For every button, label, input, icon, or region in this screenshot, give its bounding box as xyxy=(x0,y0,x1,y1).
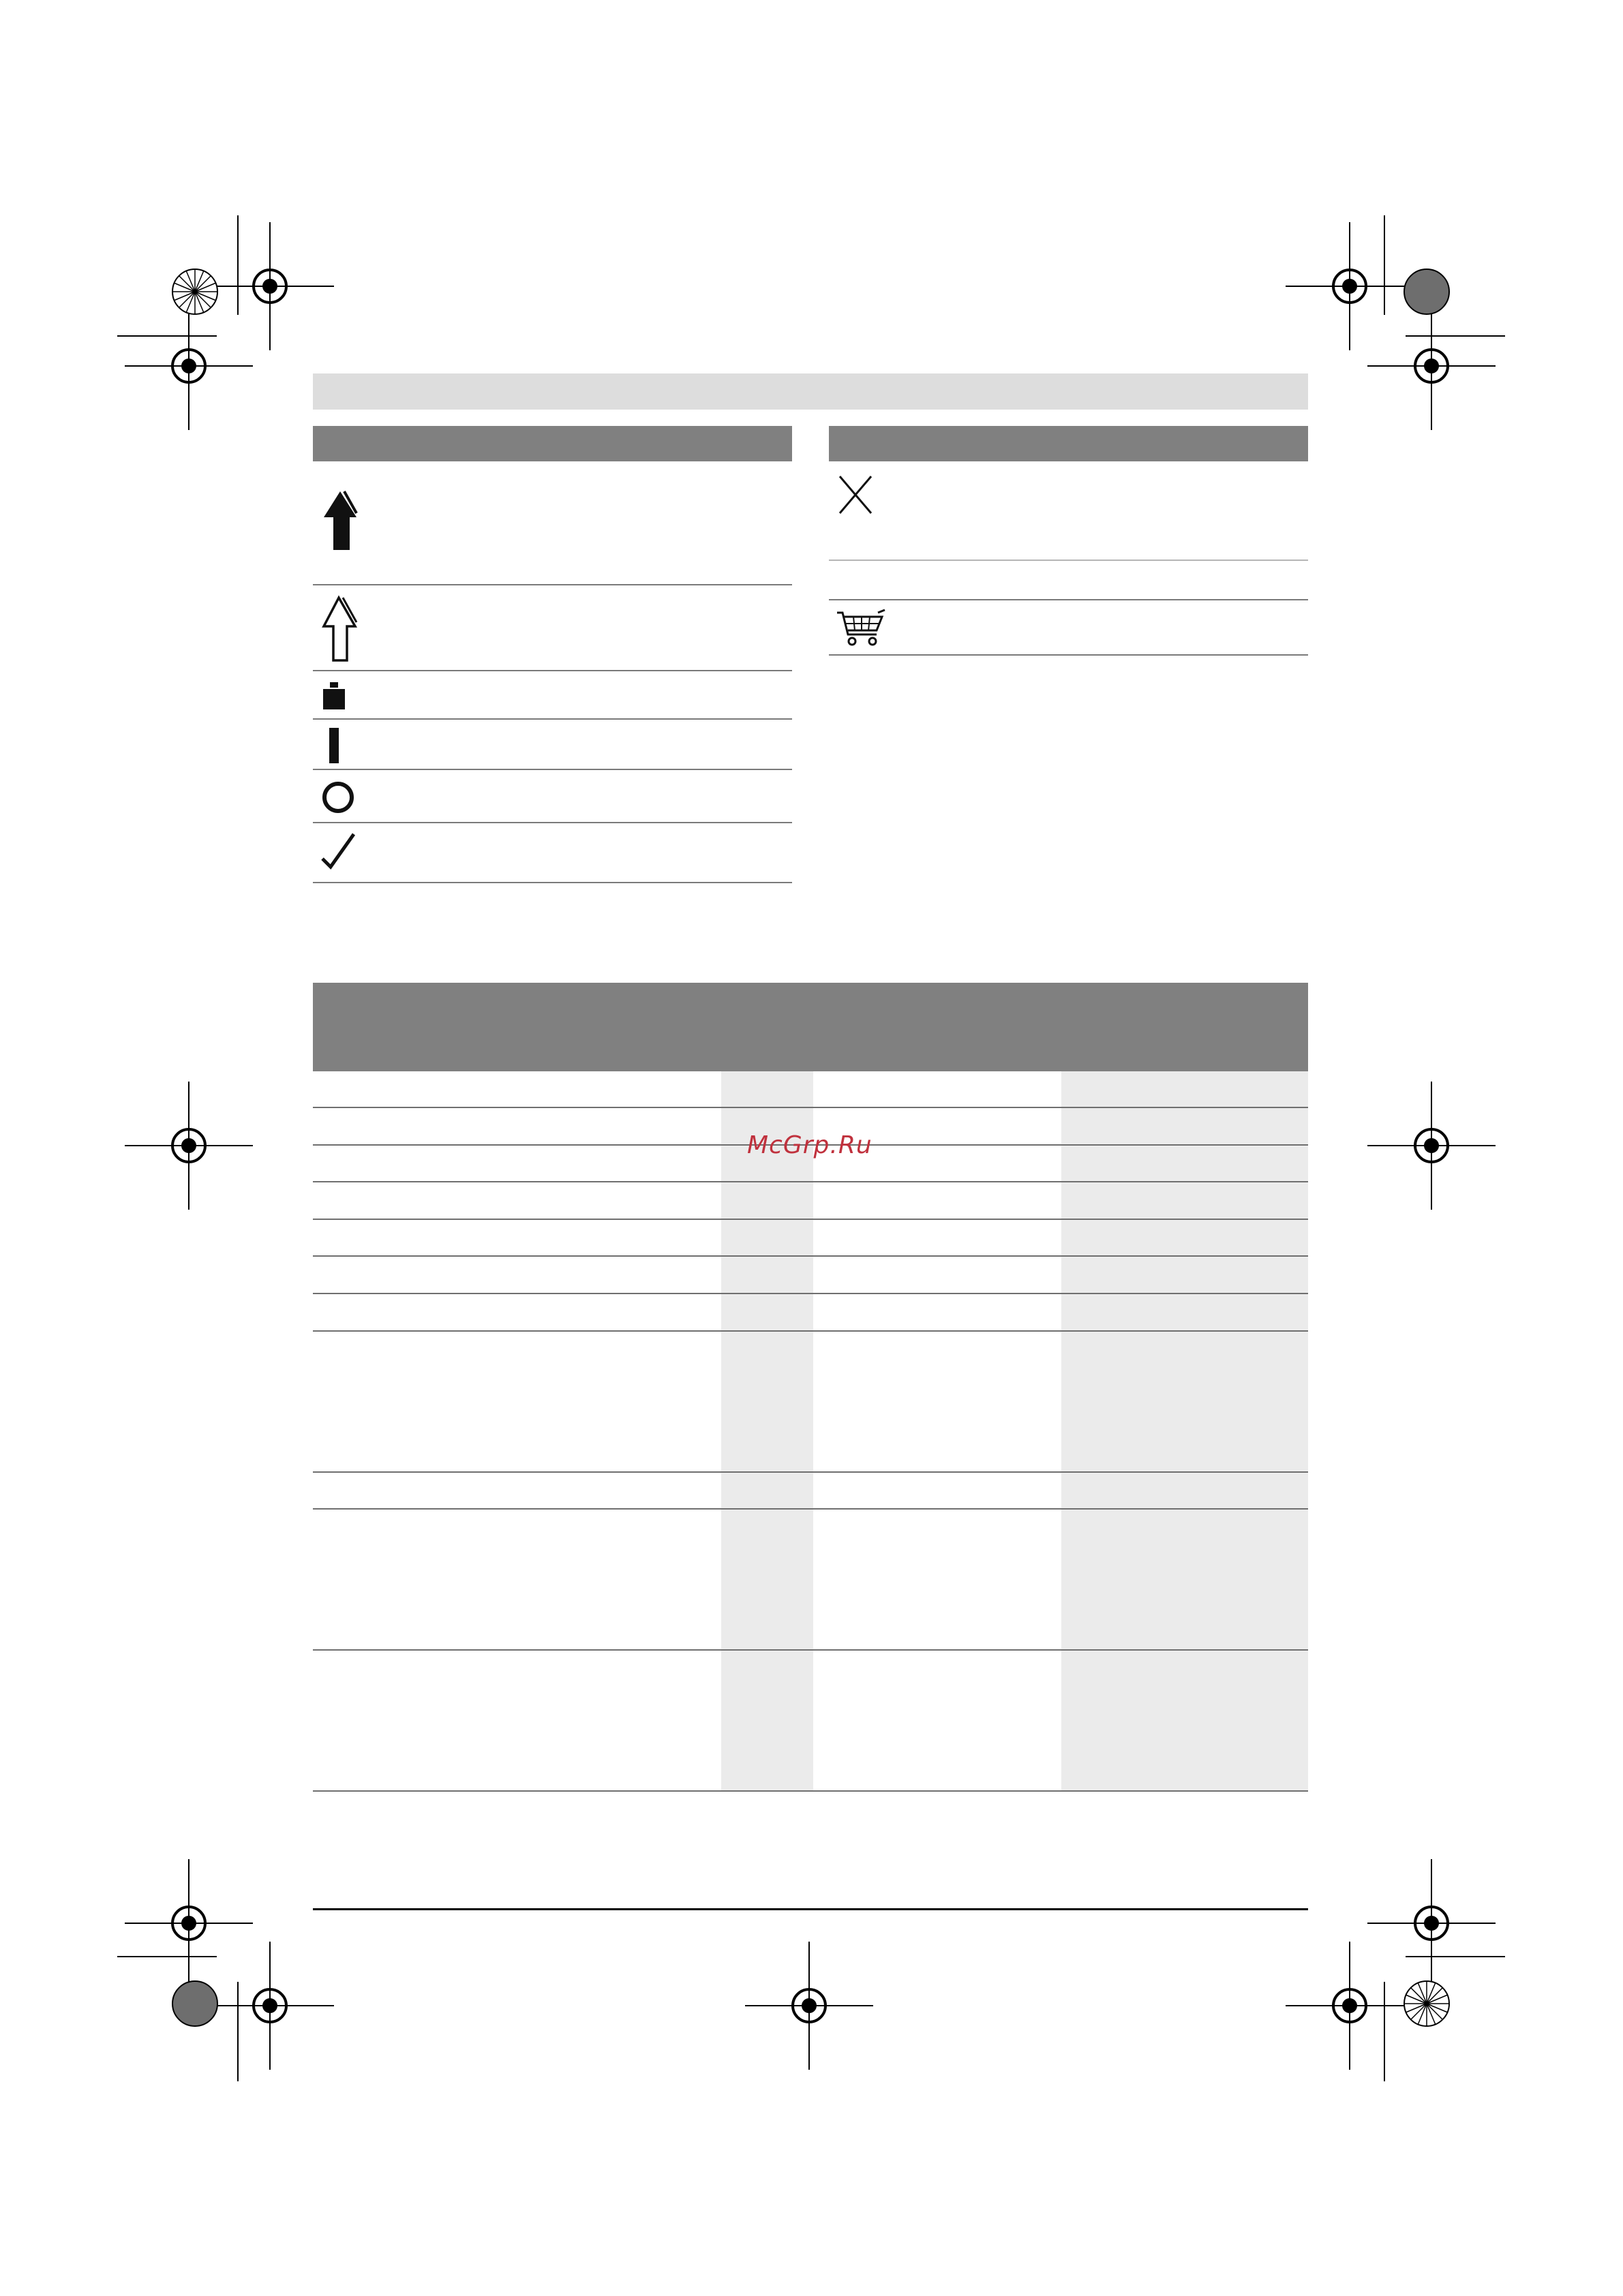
registration-mark-icon xyxy=(1367,1082,1496,1210)
symbol-row xyxy=(829,461,1308,561)
table-row xyxy=(313,1294,1308,1332)
filled-arrow-up-icon xyxy=(320,490,361,551)
registration-mark-icon xyxy=(1286,1942,1414,2070)
page-header-band xyxy=(313,373,1308,410)
watermark: McGrp.Ru xyxy=(747,1131,873,1159)
symbol-row xyxy=(313,671,792,720)
table-row xyxy=(313,1220,1308,1257)
table-row xyxy=(313,1510,1308,1651)
registration-mark-icon xyxy=(206,1942,334,2070)
registration-mark-icon xyxy=(745,1942,873,2070)
symbol-table-left xyxy=(313,426,792,883)
grey-dot-icon xyxy=(1403,268,1451,316)
registration-mark-icon xyxy=(125,1082,253,1210)
footer-rule xyxy=(313,1908,1308,1910)
table-row xyxy=(313,1473,1308,1510)
cross-icon xyxy=(836,474,877,515)
outline-arrow-up-icon xyxy=(320,595,361,663)
symbol-table-right xyxy=(829,426,1308,656)
symbol-row xyxy=(313,770,792,823)
symbol-row xyxy=(313,585,792,671)
star-target-icon xyxy=(1403,1980,1451,2027)
weight-icon xyxy=(320,681,350,711)
table-row xyxy=(313,1651,1308,1792)
data-table-header xyxy=(313,983,1308,1071)
table-row xyxy=(313,1332,1308,1473)
symbol-table-header xyxy=(829,426,1308,461)
symbol-row xyxy=(313,461,792,585)
checkmark-icon xyxy=(320,833,358,875)
symbol-table-header xyxy=(313,426,792,461)
circle-icon xyxy=(320,780,358,815)
table-row xyxy=(313,1182,1308,1220)
grey-dot-icon xyxy=(171,1980,219,2027)
symbol-row xyxy=(313,823,792,883)
data-table-body xyxy=(313,1071,1308,1792)
bar-icon xyxy=(320,728,347,763)
registration-mark-icon xyxy=(125,302,253,430)
symbol-row xyxy=(313,720,792,770)
table-row xyxy=(313,1257,1308,1294)
shopping-cart-icon xyxy=(836,609,886,648)
table-row xyxy=(313,1071,1308,1108)
symbol-row xyxy=(829,600,1308,656)
star-target-icon xyxy=(171,268,219,316)
data-table xyxy=(313,983,1308,1792)
symbol-row xyxy=(829,561,1308,600)
registration-mark-icon xyxy=(1367,302,1496,430)
